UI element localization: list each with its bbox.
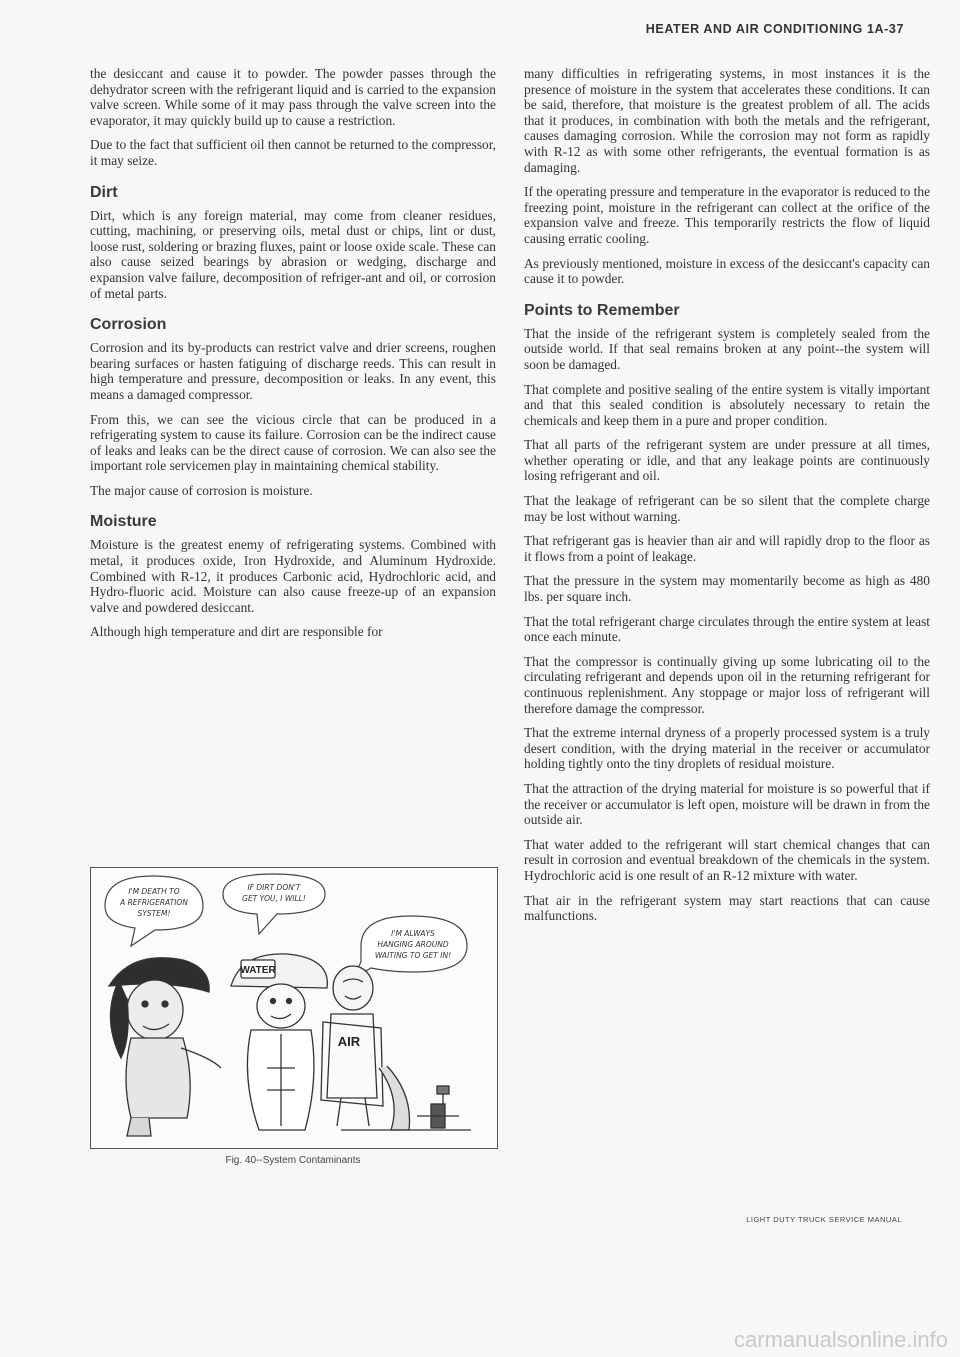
- paragraph: Dirt, which is any foreign material, may come from cleaner residues, cutting, machining, or preserving oils, metal dust or chips, lint or dust, loose rust, soldering or brazing fluxes, paint or loose oxide scale. These can also cause seized bearings by abrasion or wedging, discharge and expansion valve failure, decomposition of refriger-ant and oil, or corrosion of metal parts.: [90, 207, 496, 301]
- paragraph: From this, we can see the vicious circle that can be produced in a refrigerating system to cause its failure. Corrosion can be the indirect cause of leaks and leaks can be the direct cause of corrosion. We can also see the important role servicemen play in maintaining chemical stability.: [90, 411, 496, 474]
- water-character: [231, 954, 327, 1130]
- section-heading-corrosion: Corrosion: [90, 316, 167, 334]
- paragraph: Although high temperature and dirt are responsible for: [90, 624, 383, 640]
- contaminants-illustration: [90, 867, 498, 1149]
- remember-item: That the pressure in the system may momentarily become as high as 480 lbs. per square inch.: [524, 573, 930, 605]
- paragraph: Corrosion and its by-products can restrict valve and drier screens, roughen bearing surfaces or hasten fatiguing of discharge reeds. This can result in high temperature and pressure, decomposition or leaks. In any event, this means a damaged compressor.: [90, 340, 496, 402]
- paragraph: The major cause of corrosion is moisture.: [90, 482, 313, 498]
- paragraph: Moisture is the greatest enemy of refrigerating systems. Combined with metal, it produces oxide, Iron Hydroxide, and Aluminum Hydroxide. Combined with R-12, it produces Carbonic acid, Hydrochloric acid, and Hydro-fluoric acid. Moisture can also cause freeze-up of an expansion valve and powdered desiccant.: [90, 537, 496, 615]
- remember-item: That the total refrigerant charge circulates through the entire system at least once each minute.: [524, 613, 930, 645]
- section-heading-dirt: Dirt: [90, 183, 118, 201]
- remember-item: That the attraction of the drying material for moisture is so powerful that if the receiver or accumulator is left open, moisture will be drawn in from the outside air.: [524, 780, 930, 828]
- remember-item: That the leakage of refrigerant can be so silent that the complete charge may be lost without warning.: [524, 493, 930, 524]
- hat-label: WATER: [240, 965, 276, 976]
- running-header: HEATER AND AIR CONDITIONING 1A-37: [645, 22, 904, 36]
- paragraph: As previously mentioned, moisture in excess of the desiccant's capacity can cause it to powder.: [524, 255, 930, 287]
- paragraph: Due to the fact that sufficient oil then cannot be returned to the compressor, it may seize.: [90, 137, 496, 168]
- bubble-line: SYSTEM!: [137, 909, 171, 918]
- speech-bubble-air: [353, 916, 467, 978]
- left-column: [90, 66, 496, 649]
- paragraph: If the operating pressure and temperature in the evaporator is reduced to the freezing point, moisture in the refrigerant can collect at the orifice of the expansion valve and freeze. This temporarily restricts the flow of liquid causing erratic cooling.: [524, 184, 931, 246]
- air-flag-label: AIR: [337, 1034, 361, 1049]
- manual-footer: LIGHT DUTY TRUCK SERVICE MANUAL: [746, 1215, 902, 1224]
- paragraph: many difficulties in refrigerating systems, in most instances it is the presence of moisture in the system that accelerates these conditions. It can be said, therefore, that moisture is the greatest problem of all. The acids that it produces, in combination with both the metals and the refrigerant, causes damaging corrosion. While the corrosion may not form as rapidly with R-12 as with some other refrigerants, the eventual formation is as damaging.: [524, 66, 930, 175]
- site-watermark: carmanualsonline.info: [733, 1327, 948, 1352]
- air-character: [321, 966, 410, 1130]
- bubble-line: IF DIRT DON'T: [247, 883, 301, 892]
- section-heading-moisture: Moisture: [90, 513, 157, 531]
- speech-bubble-water: [223, 874, 325, 934]
- paragraph: the desiccant and cause it to powder. The powder passes through the dehydrator screen with the refrigerant liquid and is carried to the expansion valve screen. While some of it may pass through the valve screen into the evaporator, it may quickly build up to cause a restriction.: [90, 66, 496, 128]
- bubble-line: WAITING TO GET IN!: [374, 951, 452, 960]
- remember-item: That air in the refrigerant system may start reactions that can cause malfunctions.: [524, 892, 930, 924]
- remember-item: That water added to the refrigerant will start chemical changes that can result in corrosion and eventual breakdown of the chemicals in the system. Hydrochloric acid is one result of an R-12 mixture with water.: [524, 836, 930, 883]
- remember-item: That the compressor is continually giving up some lubricating oil to the circulating refrigerant and depends upon oil in the returning refrigerant for continuous replenishment. Any stoppage or major loss of refrigerant will therefore damage the compressor.: [524, 653, 930, 716]
- remember-item: That the extreme internal dryness of a properly processed system is a truly desert condition, with the drying material in the receiver or accumulator holding tightly onto the tiny droplets of residual moisture.: [524, 725, 930, 772]
- remember-item: That the inside of the refrigerant system is completely sealed from the outside world. If that seal remains broken at any point--the system will soon be damaged.: [524, 325, 930, 372]
- figure-caption: Fig. 40--System Contaminants: [225, 1155, 361, 1166]
- bubble-line: GET YOU, I WILL!: [242, 894, 306, 903]
- remember-item: That complete and positive sealing of the entire system is vitally important and that this sealed condition is absolutely necessary to retain the chemicals and keep them in a pure and proper condition.: [524, 381, 930, 428]
- bubble-line: I'M DEATH TO: [128, 887, 180, 896]
- bubble-line: I'M ALWAYS: [391, 929, 435, 938]
- remember-item: That refrigerant gas is heavier than air and will rapidly drop to the floor as it flows from a point of leakage.: [524, 533, 930, 564]
- cartoon-drawing: [91, 868, 497, 1148]
- speech-bubble-corrosion: [105, 876, 203, 946]
- section-heading-points-to-remember: Points to Remember: [524, 301, 680, 319]
- bubble-line: HANGING AROUND: [377, 940, 449, 949]
- remember-item: That all parts of the refrigerant system are under pressure at all times, whether operating or idle, and that any leakage points are continuously losing refrigerant and oil.: [524, 437, 930, 484]
- bubble-line: A REFRIGERATION: [120, 898, 188, 907]
- right-column: [524, 66, 930, 933]
- corrosion-character: [109, 958, 221, 1136]
